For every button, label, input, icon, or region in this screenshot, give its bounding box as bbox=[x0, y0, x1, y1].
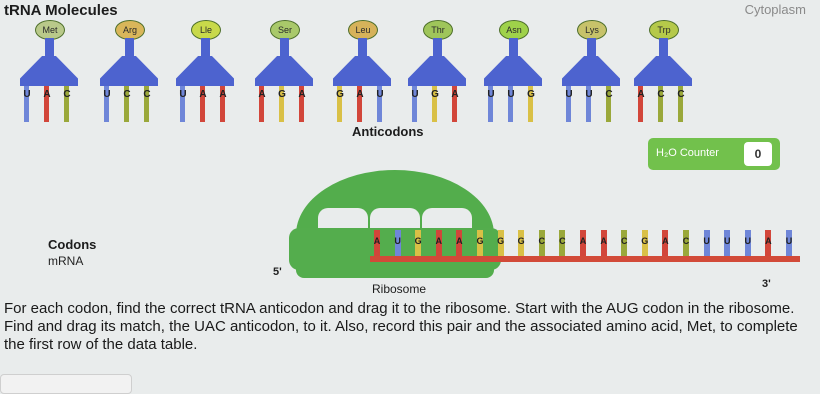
anticodon-base bbox=[38, 86, 56, 124]
mrna-base bbox=[534, 230, 550, 258]
anticodon-base bbox=[138, 86, 156, 124]
base-letter: U bbox=[411, 89, 419, 100]
trna-molecule[interactable] bbox=[402, 20, 464, 120]
base-letter: A bbox=[298, 89, 306, 100]
amino-acid-label: Leu bbox=[348, 20, 378, 40]
anticodon-base bbox=[58, 86, 76, 124]
base-letter: C bbox=[143, 89, 151, 100]
trna-body bbox=[20, 56, 78, 86]
trna-molecule[interactable] bbox=[327, 20, 389, 120]
anticodon-base bbox=[522, 86, 540, 124]
base-letter: U bbox=[785, 236, 793, 246]
mrna-base bbox=[472, 230, 488, 258]
anticodon-base bbox=[371, 86, 389, 124]
mrna-base bbox=[513, 230, 529, 258]
anticodon bbox=[406, 86, 468, 126]
anticodon-base bbox=[293, 86, 311, 124]
amino-acid-label: Lys bbox=[577, 20, 607, 40]
trna-molecule[interactable] bbox=[478, 20, 540, 120]
mrna-base bbox=[554, 230, 570, 258]
anticodon-base bbox=[273, 86, 291, 124]
trna-molecule[interactable] bbox=[249, 20, 311, 120]
base-letter: A bbox=[43, 89, 51, 100]
data-table-tab[interactable] bbox=[0, 374, 132, 394]
mrna-base bbox=[493, 230, 509, 258]
mrna-base bbox=[596, 230, 612, 258]
base-letter: U bbox=[487, 89, 495, 100]
anticodon-base bbox=[600, 86, 618, 124]
base-letter: C bbox=[123, 89, 131, 100]
ribosome-label: Ribosome bbox=[372, 282, 427, 296]
base-letter: A bbox=[637, 89, 645, 100]
anticodon-base bbox=[482, 86, 500, 124]
h2o-counter-panel bbox=[648, 138, 780, 170]
mrna-base bbox=[575, 230, 591, 258]
anticodon-base bbox=[118, 86, 136, 124]
base-letter: A bbox=[600, 236, 607, 246]
three-prime-label: 3' bbox=[762, 278, 771, 290]
mrna-base bbox=[760, 230, 776, 258]
mrna-base bbox=[637, 230, 653, 258]
base-letter: A bbox=[662, 236, 669, 246]
base-letter: U bbox=[723, 236, 731, 246]
amino-acid-label: Arg bbox=[115, 20, 145, 40]
base-letter: A bbox=[373, 236, 381, 246]
anticodon-base bbox=[174, 86, 192, 124]
base-letter: U bbox=[179, 89, 187, 100]
base-letter: A bbox=[456, 236, 463, 246]
trna-body bbox=[176, 56, 234, 86]
base-letter: G bbox=[641, 236, 649, 246]
mrna-base bbox=[369, 230, 385, 258]
base-letter: A bbox=[199, 89, 207, 100]
base-letter: C bbox=[63, 89, 71, 100]
trna-body bbox=[333, 56, 391, 86]
base-letter: C bbox=[620, 236, 628, 246]
trna-molecule[interactable] bbox=[628, 20, 690, 120]
anticodon-base bbox=[446, 86, 464, 124]
base-letter: C bbox=[538, 236, 546, 246]
anticodon-base bbox=[652, 86, 670, 124]
trna-molecule[interactable] bbox=[14, 20, 76, 120]
anticodon-base bbox=[194, 86, 212, 124]
base-letter: G bbox=[517, 236, 525, 246]
anticodons-label: Anticodons bbox=[352, 124, 424, 139]
instructions-text: For each codon, find the correct tRNA anticodon and drag it to the ribosome. Start with the AUG codon in the ribosome. Find and drag its match, the UAC anticodon, to it. Also, record this pair and the associated amino acid, Met, to complete the first row of the data table. bbox=[4, 300, 798, 353]
amino-acid-label: Lle bbox=[191, 20, 221, 40]
base-letter: U bbox=[507, 89, 515, 100]
cytoplasm-label: Cytoplasm bbox=[744, 2, 806, 17]
mrna-base bbox=[719, 230, 735, 258]
base-letter: A bbox=[356, 89, 364, 100]
mrna-base bbox=[451, 230, 467, 258]
mrna-base bbox=[410, 230, 426, 258]
mrna-base bbox=[657, 230, 673, 258]
base-letter: U bbox=[376, 89, 384, 100]
base-letter: C bbox=[605, 89, 613, 100]
anticodon-base bbox=[672, 86, 690, 124]
anticodon-base bbox=[560, 86, 578, 124]
mrna-base bbox=[781, 230, 797, 258]
base-letter: U bbox=[565, 89, 573, 100]
mrna-base bbox=[699, 230, 715, 258]
base-letter: A bbox=[258, 89, 266, 100]
base-letter: U bbox=[703, 236, 710, 246]
ribosome-site-2[interactable] bbox=[370, 208, 420, 230]
anticodon-base bbox=[426, 86, 444, 124]
anticodon bbox=[174, 86, 236, 126]
trna-molecule[interactable] bbox=[556, 20, 618, 120]
anticodon-base bbox=[502, 86, 520, 124]
anticodon-base bbox=[18, 86, 36, 124]
mrna-base bbox=[431, 230, 447, 258]
anticodon bbox=[253, 86, 315, 126]
base-letter: A bbox=[435, 236, 443, 246]
mrna-base bbox=[740, 230, 756, 258]
amino-acid-label: Asn bbox=[499, 20, 529, 40]
five-prime-label: 5' bbox=[273, 266, 282, 278]
trna-body bbox=[255, 56, 313, 86]
trna-molecule[interactable] bbox=[94, 20, 156, 120]
base-letter: A bbox=[219, 89, 227, 100]
anticodon bbox=[632, 86, 694, 126]
anticodon-base bbox=[406, 86, 424, 124]
h2o-counter-label: H₂O Counter bbox=[656, 147, 719, 159]
base-letter: U bbox=[103, 89, 111, 100]
anticodon-base bbox=[580, 86, 598, 124]
h2o-counter-value: 0 bbox=[744, 142, 772, 166]
base-letter: C bbox=[559, 236, 566, 246]
anticodon bbox=[98, 86, 160, 126]
base-letter: G bbox=[414, 236, 422, 246]
anticodon-base bbox=[331, 86, 349, 124]
anticodon bbox=[482, 86, 544, 126]
base-letter: G bbox=[431, 89, 439, 100]
ribosome-site-3[interactable] bbox=[422, 208, 472, 230]
mrna-base bbox=[678, 230, 694, 258]
anticodon-base bbox=[632, 86, 650, 124]
amino-acid-label: Ser bbox=[270, 20, 300, 40]
trna-molecule[interactable] bbox=[170, 20, 232, 120]
anticodon-base bbox=[98, 86, 116, 124]
base-letter: C bbox=[677, 89, 685, 100]
base-letter: C bbox=[657, 89, 665, 100]
mrna-base bbox=[616, 230, 632, 258]
mrna-base bbox=[390, 230, 406, 258]
amino-acid-label: Trp bbox=[649, 20, 679, 40]
base-letter: U bbox=[744, 236, 752, 246]
anticodon-base bbox=[253, 86, 271, 124]
trna-body bbox=[562, 56, 620, 86]
anticodon bbox=[560, 86, 622, 126]
base-letter: A bbox=[451, 89, 459, 100]
base-letter: U bbox=[585, 89, 593, 100]
trna-body bbox=[408, 56, 466, 86]
ribosome-site-1[interactable] bbox=[318, 208, 368, 230]
amino-acid-label: Thr bbox=[423, 20, 453, 40]
mrna-label: mRNA bbox=[48, 254, 84, 268]
base-letter: G bbox=[497, 236, 505, 246]
trna-body bbox=[634, 56, 692, 86]
anticodon-base bbox=[214, 86, 232, 124]
base-letter: A bbox=[579, 236, 587, 246]
page-title: tRNA Molecules bbox=[4, 2, 118, 19]
trna-body bbox=[100, 56, 158, 86]
amino-acid-label: Met bbox=[35, 20, 65, 40]
trna-body bbox=[484, 56, 542, 86]
anticodon bbox=[331, 86, 393, 126]
codons-label: Codons bbox=[48, 237, 97, 252]
base-letter: C bbox=[682, 236, 690, 246]
base-letter: G bbox=[527, 89, 535, 100]
base-letter: G bbox=[336, 89, 344, 100]
base-letter: U bbox=[394, 236, 401, 246]
anticodon bbox=[18, 86, 80, 126]
base-letter: G bbox=[476, 236, 484, 246]
base-letter: A bbox=[765, 236, 772, 246]
base-letter: U bbox=[23, 89, 31, 100]
anticodon-base bbox=[351, 86, 369, 124]
base-letter: G bbox=[278, 89, 286, 100]
